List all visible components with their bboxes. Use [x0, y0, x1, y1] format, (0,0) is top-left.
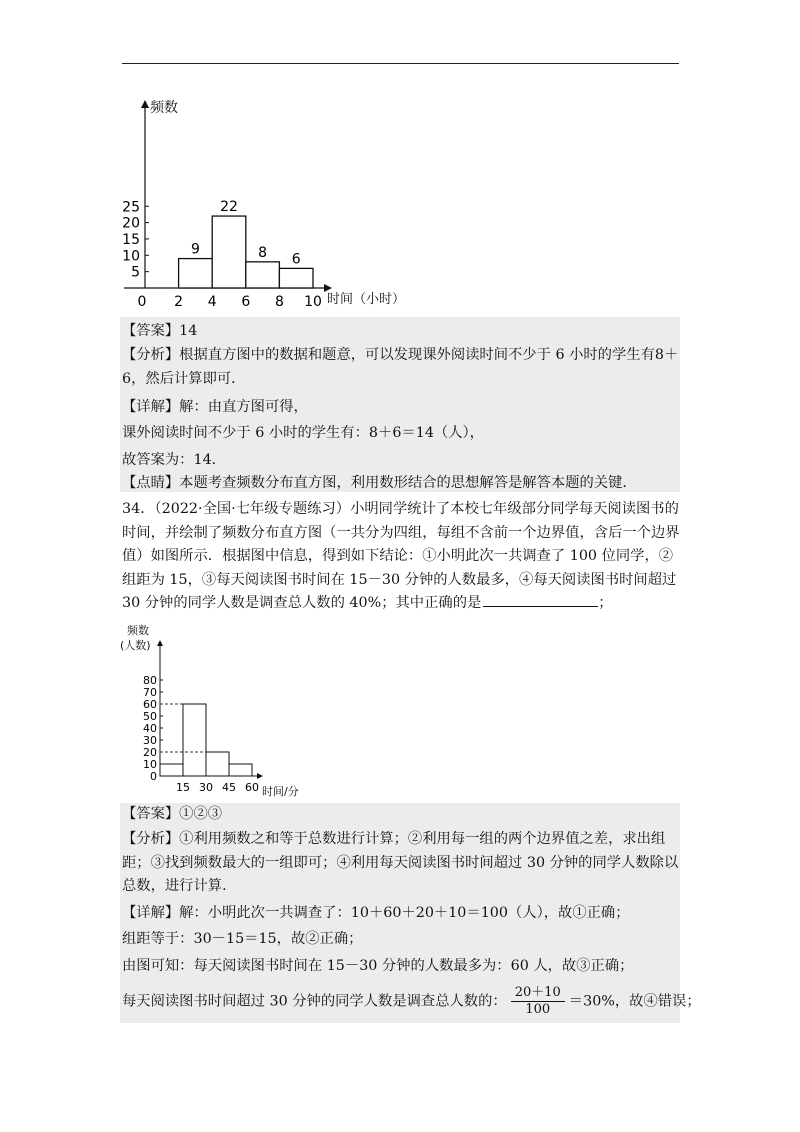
y-tick-label: 10: [143, 758, 157, 771]
bar-data-label: 8: [258, 244, 268, 261]
chart2-ylabel-line1: 频数: [127, 624, 149, 637]
x-tick-label: 15: [176, 781, 190, 794]
q34-detail-1: 【详解】解：小明此次一共调查了：10＋60＋20＋10＝100（人），故①正确；: [122, 905, 630, 921]
q33-analysis: 【分析】根据直方图中的数据和题意，可以发现课外阅读时间不少于 6 小时的学生有8＋6，然后计算即可．: [122, 347, 679, 387]
histogram-bar: [206, 752, 229, 776]
fraction-numerator: 20＋10: [511, 985, 565, 1002]
y-tick-label: 5: [131, 264, 140, 281]
q34-stem-end: ；: [598, 595, 613, 611]
histogram-bar: [246, 262, 280, 288]
histogram-bar: [229, 764, 252, 776]
histogram-reading-minutes: [112, 620, 327, 802]
x-tick-label: 60: [244, 781, 259, 794]
x-tick-label: 6: [241, 294, 251, 310]
q33-answer: 【答案】14: [122, 323, 198, 339]
q33-comment: 【点睛】本题考查频数分布直方图，利用数形结合的思想解答是解答本题的关键．: [122, 475, 637, 491]
y-tick-label: 0: [150, 770, 157, 783]
fraction-denominator: 100: [525, 1002, 551, 1017]
chart1-xlabel: 时间（小时）: [327, 292, 406, 307]
histogram-reading-hours: [110, 92, 420, 314]
q34-detail-4-pre: 每天阅读图书时间超过 30 分钟的同学人数是调查总人数的：: [122, 993, 507, 1010]
x-tick-label: 4: [207, 294, 217, 310]
bar-data-label: 9: [190, 241, 200, 258]
chart2-ylabel-line2: (人数): [120, 639, 151, 652]
y-tick-label: 30: [143, 734, 157, 747]
q34-detail-3: 由图可知：每天阅读图书时间在 15－30 分钟的人数最多为：60 人，故③正确；: [122, 958, 634, 974]
y-tick-label: 10: [122, 248, 140, 265]
q33-detail-line3: 故答案为：14．: [122, 452, 226, 468]
x-axis-arrow: [324, 284, 332, 292]
y-tick-label: 80: [143, 674, 157, 687]
q34-stem-text: 34．（2022·全国·七年级专题练习）小明同学统计了本校七年级部分同学每天阅读图书的时间，并绘制了频数分布直方图（一共分为四组，每组不含前一个边界值，含后一个边界值）如图所示．根据图中信息，得到如下结论：①小明此次一共调查了 100 位同学，②组距为 15，③每天阅读图书时间在 15－30 分钟的人数最多，④每天阅读图书时间超过 30 分钟的同学人数是调查总人数的 40%；其中正确的是: [122, 501, 680, 611]
q34-answer: 【答案】①②③: [122, 806, 223, 822]
header-rule: [122, 63, 679, 64]
y-tick-label: 50: [143, 710, 157, 723]
x-tick-label: 0: [137, 294, 147, 310]
x-tick-label: 45: [221, 781, 236, 794]
chart1-bars: [179, 199, 313, 288]
chart2-axes: [143, 640, 263, 794]
y-tick-label: 20: [122, 215, 140, 232]
histogram-bar: [279, 268, 313, 288]
chart1-ylabel: 频数: [150, 100, 178, 116]
q34-stem: [122, 498, 680, 616]
q34-detail-2: 组距等于：30－15＝15，故②正确；: [122, 931, 363, 947]
histogram-bar: [183, 704, 206, 776]
histogram-bar: [212, 216, 246, 288]
q34-analysis: 【分析】①利用频数之和等于总数进行计算；②利用每一组的两个边界值之差，求出组距；③找到频数最大的一组即可；④利用每天阅读图书时间超过 30 分钟的同学人数除以总数，进行计算．: [122, 831, 679, 894]
y-tick-label: 60: [143, 698, 157, 711]
histogram-bar: [179, 259, 213, 288]
q33-detail-line2: 课外阅读时间不少于 6 小时的学生有：8＋6＝14（人），: [122, 425, 484, 441]
x-tick-label: 8: [274, 294, 284, 310]
y-axis-arrow: [157, 640, 163, 646]
chart2-xlabel: 时间/分: [262, 785, 299, 798]
q33-detail-head: 【详解】解：由直方图可得，: [122, 399, 308, 415]
y-tick-label: 40: [143, 722, 157, 735]
chart2-bars: [160, 704, 252, 776]
bar-data-label: 22: [220, 199, 238, 216]
x-tick-label: 10: [304, 294, 322, 310]
fraction: [511, 985, 565, 1018]
bar-data-label: 6: [291, 251, 301, 268]
y-axis-arrow: [141, 100, 149, 108]
histogram-bar: [160, 764, 183, 776]
q34-detail-4: [122, 985, 701, 1018]
y-tick-label: 70: [143, 686, 157, 699]
y-tick-label: 20: [143, 746, 157, 759]
y-tick-label: 25: [122, 199, 140, 216]
x-tick-label: 30: [198, 781, 213, 794]
x-axis-arrow: [257, 773, 263, 779]
x-tick-label: 2: [174, 294, 184, 310]
y-tick-label: 15: [122, 231, 140, 248]
answer-blank: [483, 592, 598, 607]
q34-detail-4-post: ＝30%，故④错误；: [568, 993, 701, 1010]
